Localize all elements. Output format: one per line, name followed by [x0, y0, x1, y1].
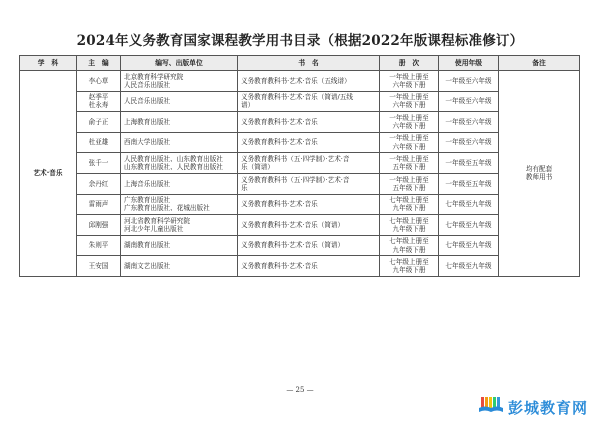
volume-cell: 一年级上册至 六年级下册: [380, 71, 439, 92]
volume-cell: 一年级上册至 六年级下册: [380, 112, 439, 133]
header-publisher: 编写、出版单位: [121, 56, 238, 71]
volume-cell: 一年级上册至 五年级下册: [380, 153, 439, 174]
publisher-cell: 广东教育出版社 广东教育出版社、花城出版社: [121, 194, 238, 215]
book-cell: 义务教育教科书·艺术·音乐（五线谱）: [238, 71, 380, 92]
volume-cell: 七年级上册至 九年级下册: [380, 235, 439, 256]
editor-cell: 李心草: [77, 71, 121, 92]
editor-cell: 杜亚雄: [77, 132, 121, 153]
publisher-cell: 人民教育出版社、山东教育出版社 山东教育出版社、人民教育出版社: [121, 153, 238, 174]
editor-cell: 赵季平 杜永寿: [77, 91, 121, 112]
header-note: 备注: [499, 56, 580, 71]
book-cell: 义务教育教科书·艺术·音乐: [238, 256, 380, 277]
note-cell: 均有配套 教师用书: [499, 71, 580, 277]
table-row: [20, 112, 580, 133]
editor-cell: 邱刚强: [77, 215, 121, 236]
book-cell: 义务教育教科书·艺术·音乐: [238, 194, 380, 215]
table-header-row: [20, 56, 580, 71]
book-cell: 义务教育教科书（五·四学制）·艺术·音 乐: [238, 173, 380, 194]
watermark-logo: [478, 397, 588, 417]
publisher-cell: 北京教育科学研究院 人民音乐出版社: [121, 71, 238, 92]
grade-cell: 七年级至九年级: [439, 235, 499, 256]
subject-cell: 艺术·音乐: [20, 71, 77, 277]
grade-cell: 一年级至六年级: [439, 71, 499, 92]
table-row: [20, 235, 580, 256]
publisher-cell: 湖南教育出版社: [121, 235, 238, 256]
grade-cell: 七年级至九年级: [439, 256, 499, 277]
editor-cell: 俞子正: [77, 112, 121, 133]
book-logo-icon: [478, 396, 504, 418]
table-row: [20, 132, 580, 153]
header-book: 书 名: [238, 56, 380, 71]
publisher-cell: 河北省教育科学研究院 河北少年儿童出版社: [121, 215, 238, 236]
volume-cell: 一年级上册至 六年级下册: [380, 132, 439, 153]
book-cell: 义务教育教科书·艺术·音乐: [238, 112, 380, 133]
volume-cell: 一年级上册至 五年级下册: [380, 173, 439, 194]
book-cell: 义务教育教科书·艺术·音乐（简谱）: [238, 235, 380, 256]
header-editor: 主 编: [77, 56, 121, 71]
header-subject: 学 科: [20, 56, 77, 71]
volume-cell: 七年级上册至 九年级下册: [380, 215, 439, 236]
publisher-cell: 人民音乐出版社: [121, 91, 238, 112]
book-cell: 义务教育教科书·艺术·音乐: [238, 132, 380, 153]
book-cell: 义务教育教科书（五·四学制）·艺术·音 乐（简谱）: [238, 153, 380, 174]
editor-cell: 余丹红: [77, 173, 121, 194]
grade-cell: 一年级至六年级: [439, 91, 499, 112]
publisher-cell: 西南大学出版社: [121, 132, 238, 153]
table-row: [20, 153, 580, 174]
book-cell: 义务教育教科书·艺术·音乐（简谱）: [238, 215, 380, 236]
grade-cell: 一年级至五年级: [439, 153, 499, 174]
publisher-cell: 上海教育出版社: [121, 112, 238, 133]
page-title: 2024年义务教育国家课程教学用书目录（根据2022年版课程标准修订）: [76, 33, 524, 49]
page-number: — 25 —: [286, 386, 314, 394]
header-volume: 册 次: [380, 56, 439, 71]
publisher-cell: 上海音乐出版社: [121, 173, 238, 194]
grade-cell: 一年级至六年级: [439, 132, 499, 153]
editor-cell: 王安国: [77, 256, 121, 277]
table-row: [20, 215, 580, 236]
table-row: [20, 194, 580, 215]
editor-cell: 张千一: [77, 153, 121, 174]
grade-cell: 一年级至六年级: [439, 112, 499, 133]
table-row: [20, 71, 580, 92]
header-grade: 使用年级: [439, 56, 499, 71]
table-row: [20, 91, 580, 112]
grade-cell: 七年级至九年级: [439, 194, 499, 215]
grade-cell: 一年级至五年级: [439, 173, 499, 194]
watermark-text: 彭城教育网: [508, 398, 589, 417]
volume-cell: 一年级上册至 六年级下册: [380, 91, 439, 112]
table-row: [20, 256, 580, 277]
catalog-table: [19, 55, 580, 277]
publisher-cell: 湖南文艺出版社: [121, 256, 238, 277]
volume-cell: 七年级上册至 九年级下册: [380, 256, 439, 277]
editor-cell: 朱则平: [77, 235, 121, 256]
grade-cell: 七年级至九年级: [439, 215, 499, 236]
table-row: [20, 173, 580, 194]
book-cell: 义务教育教科书·艺术·音乐（简谱/五线 谱）: [238, 91, 380, 112]
editor-cell: 雷雨声: [77, 194, 121, 215]
volume-cell: 七年级上册至 九年级下册: [380, 194, 439, 215]
